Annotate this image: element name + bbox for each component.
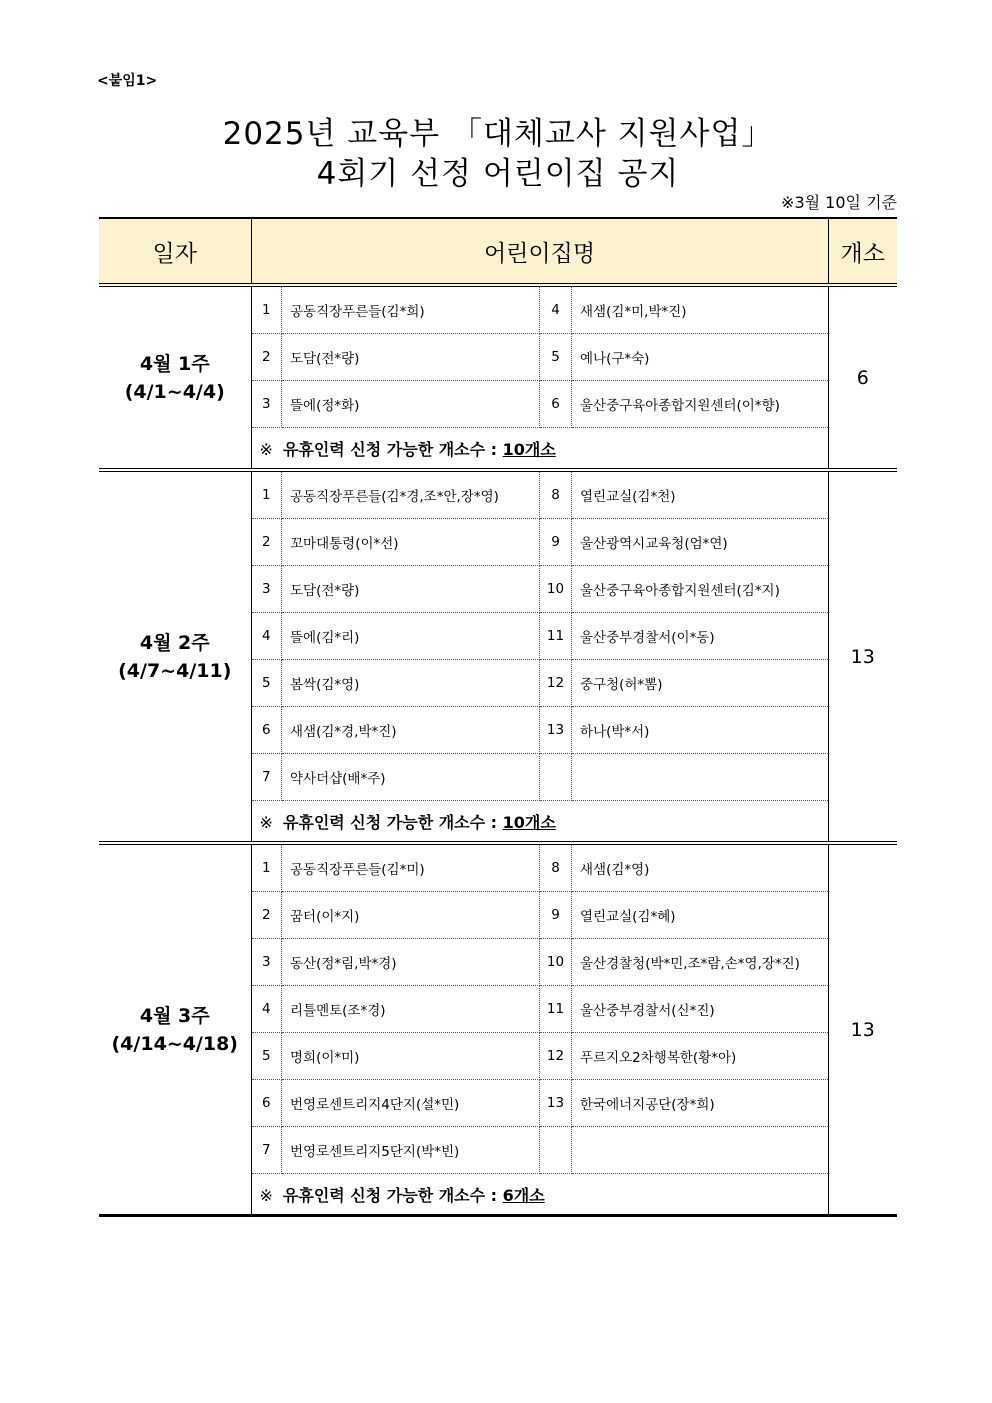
note-value: 10개소 (502, 439, 556, 459)
item-number: 6 (252, 707, 282, 754)
week-label: 4월 2주 (139, 631, 210, 654)
item-number: 9 (540, 519, 572, 566)
daycare-name: 예나(구*숙) (572, 334, 828, 381)
list-item (252, 566, 828, 613)
note-cell (252, 1174, 828, 1215)
week-label-cell (99, 285, 251, 470)
daycare-name: 도담(전*량) (282, 334, 540, 381)
item-number (540, 1127, 572, 1174)
reference-mark-icon: ※ (259, 812, 273, 832)
list-item (252, 1127, 828, 1174)
item-number: 7 (252, 754, 282, 801)
daycare-name: 꿈터(이*지) (282, 892, 540, 939)
attachment-label: <붙임1> (97, 73, 158, 89)
selection-table (99, 217, 897, 1217)
list-item (252, 939, 828, 986)
daycare-list-cell (251, 843, 828, 1216)
daycare-name: 번영로센트리지5단지(박*빈) (282, 1127, 540, 1174)
item-number: 6 (252, 1080, 282, 1127)
facility-count: 13 (828, 843, 897, 1216)
note-text: 유휴인력 신청 가능한 개소수 : (282, 1185, 498, 1205)
daycare-name (572, 1127, 828, 1174)
daycare-name: 공동직장푸른들(김*경,조*안,장*영) (282, 472, 540, 519)
week-label: 4월 3주 (139, 1004, 210, 1027)
list-item (252, 287, 828, 334)
week-group-row (99, 843, 897, 1216)
week-date-range: (4/14~4/18) (111, 1032, 238, 1055)
daycare-list (252, 472, 828, 841)
daycare-name: 새샘(김*경,박*진) (282, 707, 540, 754)
daycare-list-cell (251, 470, 828, 843)
facility-count: 6 (828, 285, 897, 470)
daycare-name: 하나(박*서) (572, 707, 828, 754)
daycare-name: 번영로센트리지4단지(설*민) (282, 1080, 540, 1127)
daycare-name: 울산중구육아종합지원센터(김*지) (572, 566, 828, 613)
list-item (252, 892, 828, 939)
daycare-name: 명희(이*미) (282, 1033, 540, 1080)
item-number: 12 (540, 660, 572, 707)
daycare-name: 푸르지오2차행복한(황*아) (572, 1033, 828, 1080)
item-number: 2 (252, 334, 282, 381)
item-number: 4 (252, 986, 282, 1033)
note-cell (252, 801, 828, 842)
facility-count: 13 (828, 470, 897, 843)
daycare-name (572, 754, 828, 801)
daycare-name: 새샘(김*미,박*진) (572, 287, 828, 334)
item-number: 1 (252, 472, 282, 519)
table-body (99, 285, 897, 1216)
item-number: 8 (540, 845, 572, 892)
daycare-name: 열린교실(김*천) (572, 472, 828, 519)
item-number: 5 (540, 334, 572, 381)
week-date-range: (4/1~4/4) (124, 380, 225, 403)
list-item (252, 1080, 828, 1127)
item-number: 3 (252, 939, 282, 986)
daycare-name: 동산(정*림,박*경) (282, 939, 540, 986)
list-item (252, 707, 828, 754)
item-number: 11 (540, 613, 572, 660)
daycare-list (252, 845, 828, 1214)
note-text: 유휴인력 신청 가능한 개소수 : (282, 439, 498, 459)
available-count-note (252, 801, 828, 842)
header-name: 어린이집명 (251, 218, 828, 285)
week-label-cell (99, 470, 251, 843)
daycare-name: 열린교실(김*혜) (572, 892, 828, 939)
reference-mark-icon: ※ (259, 1185, 273, 1205)
item-number: 4 (540, 287, 572, 334)
week-group-row (99, 285, 897, 470)
item-number (540, 754, 572, 801)
item-number: 5 (252, 1033, 282, 1080)
week-label-cell (99, 843, 251, 1216)
note-value: 10개소 (502, 812, 556, 832)
daycare-name: 봄싹(김*영) (282, 660, 540, 707)
week-date-range: (4/7~4/11) (118, 659, 232, 682)
item-number: 6 (540, 381, 572, 428)
item-number: 7 (252, 1127, 282, 1174)
daycare-list (252, 287, 828, 468)
list-item (252, 754, 828, 801)
item-number: 4 (252, 613, 282, 660)
item-number: 9 (540, 892, 572, 939)
daycare-list-cell (251, 285, 828, 470)
daycare-name: 새샘(김*영) (572, 845, 828, 892)
available-count-note (252, 1174, 828, 1215)
list-item (252, 472, 828, 519)
item-number: 10 (540, 939, 572, 986)
daycare-name: 약사더샵(배*주) (282, 754, 540, 801)
item-number: 11 (540, 986, 572, 1033)
list-item (252, 986, 828, 1033)
item-number: 12 (540, 1033, 572, 1080)
daycare-name: 한국에너지공단(장*희) (572, 1080, 828, 1127)
daycare-name: 중구청(허*뽐) (572, 660, 828, 707)
item-number: 3 (252, 381, 282, 428)
week-group-row (99, 470, 897, 843)
item-number: 8 (540, 472, 572, 519)
list-item (252, 1033, 828, 1080)
table-header-row (99, 218, 897, 285)
header-date: 일자 (99, 218, 251, 285)
item-number: 3 (252, 566, 282, 613)
daycare-name: 공동직장푸른들(김*희) (282, 287, 540, 334)
daycare-name: 공동직장푸른들(김*미) (282, 845, 540, 892)
week-label: 4월 1주 (139, 352, 210, 375)
list-item (252, 381, 828, 428)
list-item (252, 519, 828, 566)
item-number: 1 (252, 287, 282, 334)
item-number: 10 (540, 566, 572, 613)
list-item (252, 660, 828, 707)
list-item (252, 334, 828, 381)
note-cell (252, 428, 828, 469)
reference-mark-icon: ※ (259, 439, 273, 459)
item-number: 13 (540, 1080, 572, 1127)
item-number: 2 (252, 519, 282, 566)
item-number: 2 (252, 892, 282, 939)
daycare-name: 뜰에(정*화) (282, 381, 540, 428)
document-title-line2: 4회기 선정 어린이집 공지 (316, 156, 680, 192)
note-value: 6개소 (502, 1185, 545, 1205)
header-count: 개소 (828, 218, 897, 285)
note-text: 유휴인력 신청 가능한 개소수 : (282, 812, 498, 832)
basis-date-note: ※3월 10일 기준 (781, 193, 897, 212)
daycare-name: 뜰에(김*리) (282, 613, 540, 660)
item-number: 1 (252, 845, 282, 892)
daycare-name: 리틀멘토(조*경) (282, 986, 540, 1033)
document-title-line1: 2025년 교육부 「대체교사 지원사업」 (222, 116, 774, 152)
available-count-note (252, 428, 828, 469)
daycare-name: 꼬마대통령(이*선) (282, 519, 540, 566)
item-number: 13 (540, 707, 572, 754)
daycare-name: 울산중부경찰서(이*동) (572, 613, 828, 660)
list-item (252, 845, 828, 892)
daycare-name: 울산중구육아종합지원센터(이*향) (572, 381, 828, 428)
daycare-name: 도담(전*량) (282, 566, 540, 613)
item-number: 5 (252, 660, 282, 707)
list-item (252, 613, 828, 660)
daycare-name: 울산광역시교육청(엄*연) (572, 519, 828, 566)
daycare-name: 울산경찰청(박*민,조*람,손*영,장*진) (572, 939, 828, 986)
daycare-name: 울산중부경찰서(신*진) (572, 986, 828, 1033)
